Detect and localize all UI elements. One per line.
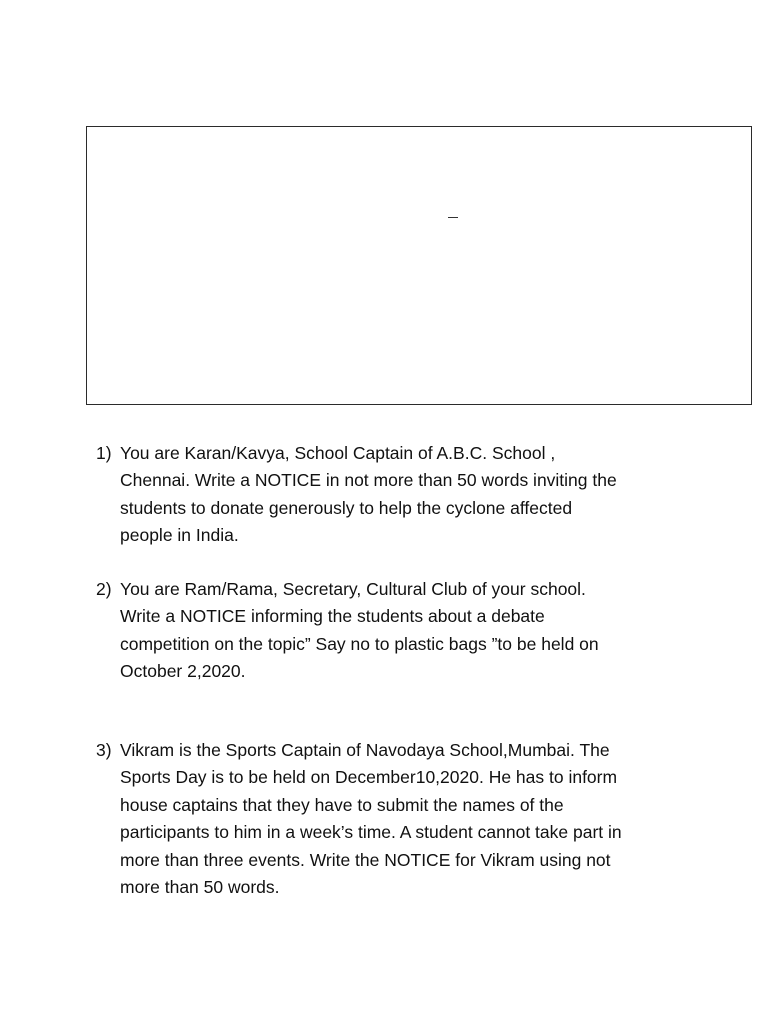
question-number: 1) (96, 443, 112, 463)
question-number: 3) (96, 740, 112, 760)
box-dash-mark (448, 217, 458, 218)
question-text: You are Ram/Rama, Secretary, Cultural Club of your school. Write a NOTICE informing the students about a debate competition on the topic” Say no to plastic bags ”to be held on October 2,2020. (120, 579, 599, 682)
question-3 (96, 737, 696, 901)
question-text: You are Karan/Kavya, School Captain of A.B.C. School , Chennai. Write a NOTICE in not more than 50 words inviting the students to donate generously to help the cyclone affected people in India. (120, 443, 617, 546)
question-number: 2) (96, 579, 112, 599)
notice-writing-box (86, 126, 752, 405)
question-text: Vikram is the Sports Captain of Navodaya School,Mumbai. The Sports Day is to be held on December10,2020. He has to inform house captains that they have to submit the names of the participants to him in a week’s time. A student cannot take part in more than three events. Write the NOTICE for Vikram using not more than 50 words. (120, 740, 622, 898)
question-1 (96, 440, 696, 550)
question-2 (96, 576, 696, 686)
